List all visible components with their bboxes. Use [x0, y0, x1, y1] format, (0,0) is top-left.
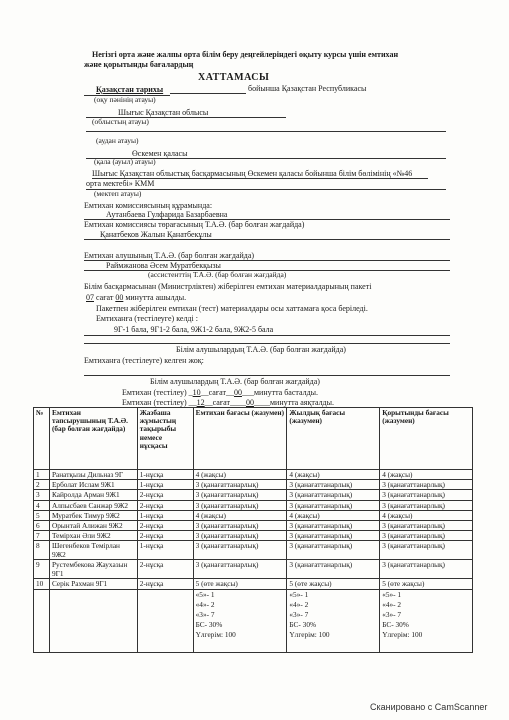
absent-caption: Білім алушылардың Т.А.Ә. (бар болған жағдайда): [176, 345, 346, 354]
table-header-row: [34, 408, 473, 470]
commission-chair: Қанатбеков Жалын Қанатбекұлы: [100, 230, 212, 239]
annual-stat: «4»- 2: [289, 599, 309, 609]
region-value: Шығыс Қазақстан облысы: [118, 108, 209, 117]
row-number: 2: [34, 480, 50, 490]
student-name: Орынтай Алижан 9Ж2: [49, 520, 137, 530]
package-line-1: Білім басқармасынан (Министрліктен) жіберілген емтихан материалдарының пакеті: [84, 282, 372, 291]
row-number: 10: [34, 579, 50, 589]
exam-grade: 3 (қанағаттанарлық): [193, 480, 287, 490]
grades-table: [33, 407, 473, 653]
header-line-1: Негізгі орта және жалпы орта білім беру деңгейлеріндегі оқыту курсы үшін емтихан: [92, 50, 399, 59]
table-row: [34, 520, 473, 530]
exam-stat: Үлгерім: 100: [195, 629, 236, 639]
row-number: 9: [34, 560, 50, 579]
commission-member: Аутанбаева Гулфарида Базарбаевна: [106, 210, 228, 219]
row-number: 3: [34, 490, 50, 500]
exam-grade: 3 (қанағаттанарлық): [193, 541, 287, 560]
package-hour: 07: [86, 293, 94, 302]
final-grade: 3 (қанағаттанарлық): [380, 560, 473, 579]
absent-label: Емтиханға (тестілеуге) келген жоқ:: [84, 356, 204, 365]
annual-stat: Үлгерім: 100: [289, 629, 330, 639]
variant: 1-нұсқа: [137, 470, 193, 480]
assistant-caption: (ассистенттің Т.А.Ә. (бар болған жағдайда): [148, 270, 287, 279]
final-stat: БС- 30%: [382, 619, 409, 629]
annual-grade: 3 (қанағаттанарлық): [287, 541, 380, 560]
student-name: Серік Рахман 9Г1: [49, 579, 137, 589]
header-variant: Жазбаша жұмыстың тақырыбы немесе нұсқасы: [137, 408, 193, 470]
student-name: Темірхан Әли 9Ж2: [49, 531, 137, 541]
start-time: Емтихан (тестілеу) _10__сағат__00___минутта басталды.: [122, 388, 319, 397]
end-hour-label: сағат: [212, 398, 230, 407]
final-grade: 3 (қанағаттанарлық): [380, 531, 473, 541]
annual-stat: БС- 30%: [289, 619, 317, 629]
variant: 2-нұсқа: [137, 560, 193, 579]
district-line: [86, 131, 446, 132]
end-suffix: минутта аяқталды.: [269, 398, 335, 407]
table-row: [34, 560, 473, 579]
header-number: №: [34, 408, 50, 470]
examiner-name: Раймжанова Әсем Муратбекқызы: [106, 261, 221, 270]
annual-stat: «3»- 7: [289, 609, 309, 619]
final-grade: 4 (жақсы): [380, 510, 473, 520]
final-stat: «3»- 7: [382, 609, 402, 619]
row-number: 4: [34, 500, 50, 510]
annual-grade: 4 (жақсы): [287, 510, 380, 520]
student-name: Кайролда Арман 9Ж1: [49, 490, 137, 500]
exam-grade: 4 (жақсы): [193, 470, 287, 480]
annual-grade: 3 (қанағаттанарлық): [287, 500, 380, 510]
annual-stat: «5»- 1: [289, 589, 309, 599]
exam-stat: «3»- 7: [195, 609, 215, 619]
student-name: Алпысбаев Санжар 9Ж2: [49, 500, 137, 510]
end-hour: 12: [196, 398, 205, 407]
annual-grade: 3 (қанағаттанарлық): [287, 531, 380, 541]
final-grade: 4 (жақсы): [380, 470, 473, 480]
absent-caption-2: Білім алушылардың Т.А.Ә. (бар болған жағдайда): [150, 377, 320, 386]
header-final-grade: Қорытынды бағасы (жазумен): [380, 408, 473, 470]
student-name: Ерболат Ислам 9Ж1: [49, 480, 137, 490]
start-hour-label: сағат: [208, 388, 226, 397]
start-hour: 10: [192, 388, 201, 397]
final-grade: 3 (қанағаттанарлық): [380, 520, 473, 530]
subject-value: Қазақстан тарихы: [96, 85, 164, 94]
subject-caption: (оқу пәнінің атауы): [94, 95, 156, 104]
table-row: [34, 531, 473, 541]
header-annual-grade: Жылдық бағасы (жазумен): [287, 408, 380, 470]
exam-stat: БС- 30%: [195, 619, 223, 629]
variant: 2-нұсқа: [137, 490, 193, 500]
school-line-1: Шығыс Қазақстан облыстық басқармасының Өскемен қаласы бойынша білім бөлімінің «№46: [92, 169, 413, 178]
header-line-2: және қорытынды бағалардың: [84, 60, 194, 69]
package-minute: 00: [115, 293, 124, 302]
final-stats: [380, 589, 473, 652]
table-row: [34, 510, 473, 520]
variant: 2-нұсқа: [137, 531, 193, 541]
city-value: Өскемен қаласы: [132, 149, 188, 158]
exam-grade: 3 (қанағаттанарлық): [193, 560, 287, 579]
exam-grade: 5 (өте жақсы): [193, 579, 287, 589]
final-stat: «4»- 2: [382, 599, 402, 609]
exam-grade: 3 (қанағаттанарлық): [193, 490, 287, 500]
subject-underline: [170, 93, 246, 94]
variant: 1-нұсқа: [137, 480, 193, 490]
exam-stats: [193, 589, 287, 652]
stats-row: [34, 589, 473, 652]
variant: 2-нұсқа: [137, 500, 193, 510]
commission-chair-label: Емтихан комиссиясы төрағасының Т.А.Ә. (бар болған жағдайда): [84, 220, 305, 229]
annual-grade: 3 (қанағаттанарлық): [287, 560, 380, 579]
attendance-line-2: [84, 343, 450, 344]
variant: 1-нұсқа: [137, 541, 193, 560]
end-prefix: Емтихан (тестілеу): [122, 398, 187, 407]
region-caption: (облыстың атауы): [92, 117, 149, 126]
header-exam-grade: Емтихан бағасы (жазумен): [193, 408, 287, 470]
table-row: [34, 500, 473, 510]
commission-label: Емтихан комиссиясының құрамында:: [84, 201, 213, 210]
table-row: [34, 470, 473, 480]
exam-stat: «5»- 1: [195, 589, 215, 599]
page-title: ХАТТАМАСЫ: [198, 72, 270, 83]
package-time: [86, 293, 186, 302]
header-student: Емтихан тапсырушының Т.А.Ә. (бар болған жағдайда): [49, 408, 137, 470]
start-suffix: минутта басталды.: [253, 388, 319, 397]
start-minute: 00: [233, 388, 242, 397]
stats-empty-3: [137, 589, 193, 652]
package-note-line-1: Пакетпен жіберілген емтихан (тест) материалдары осы хаттамаға қоса беріледі.: [96, 304, 368, 313]
package-note-line-2: Емтиханға (тестілеуге) келді :: [96, 314, 198, 323]
exam-grade: 3 (қанағаттанарлық): [193, 531, 287, 541]
annual-stats: [287, 589, 380, 652]
table-row: [34, 490, 473, 500]
attendance: 9Г-1 бала, 9Г1-2 бала, 9Ж1-2 бала, 9Ж2-5 бала: [114, 325, 274, 334]
attendance-line: [84, 335, 450, 336]
final-grade: 3 (қанағаттанарлық): [380, 490, 473, 500]
annual-grade: 4 (жақсы): [287, 470, 380, 480]
variant: 2-нұсқа: [137, 520, 193, 530]
student-name: Муратбек Тимур 9Ж2: [49, 510, 137, 520]
start-prefix: Емтихан (тестілеу): [122, 388, 187, 397]
row-number: 8: [34, 541, 50, 560]
subject-suffix: бойынша Қазақстан Республикасы: [248, 84, 367, 93]
end-time: Емтихан (тестілеу) __12__сағат____00____минутта аяқталды.: [122, 398, 335, 407]
row-number: 7: [34, 531, 50, 541]
package-hour-label: сағат: [96, 293, 114, 302]
student-name: Ранатқызы Дильназ 9Г: [49, 470, 137, 480]
absent-line: [84, 375, 450, 376]
table-row: [34, 579, 473, 589]
final-grade: 3 (қанағаттанарлық): [380, 500, 473, 510]
end-minute: 00: [245, 398, 254, 407]
exam-stat: «4»- 2: [195, 599, 215, 609]
exam-grade: 3 (қанағаттанарлық): [193, 500, 287, 510]
final-grade: 3 (қанағаттанарлық): [380, 541, 473, 560]
exam-grade: 4 (жақсы): [193, 510, 287, 520]
table-row: [34, 480, 473, 490]
annual-grade: 3 (қанағаттанарлық): [287, 520, 380, 530]
examiner-label: Емтихан алушының Т.А.Ә. (бар болған жағдайда): [84, 251, 255, 260]
row-number: 5: [34, 510, 50, 520]
exam-grade: 3 (қанағаттанарлық): [193, 520, 287, 530]
stats-empty-2: [49, 589, 137, 652]
commission-chair-line: [84, 239, 450, 240]
student-name: Рустембекова Жаухазын 9Г1: [49, 560, 137, 579]
scanner-watermark: Сканировано с CamScanner: [370, 702, 488, 712]
row-number: 1: [34, 470, 50, 480]
variant: 2-нұсқа: [137, 579, 193, 589]
student-name: Шегенбеков Темірлан 9Ж2: [49, 541, 137, 560]
school-line-2: орта мектебі» КММ: [86, 179, 155, 188]
final-stat: Үлгерім: 100: [382, 629, 423, 639]
package-minute-label: минутта ашылды.: [125, 293, 187, 302]
annual-grade: 5 (өте жақсы): [287, 579, 380, 589]
district-caption: (аудан атауы): [96, 136, 139, 145]
final-stat: «5»- 1: [382, 589, 402, 599]
table-row: [34, 541, 473, 560]
final-grade: 5 (өте жақсы): [380, 579, 473, 589]
final-grade: 3 (қанағаттанарлық): [380, 480, 473, 490]
row-number: 6: [34, 520, 50, 530]
stats-empty-1: [34, 589, 50, 652]
annual-grade: 3 (қанағаттанарлық): [287, 490, 380, 500]
annual-grade: 3 (қанағаттанарлық): [287, 480, 380, 490]
school-caption: (мектеп атауы): [94, 189, 142, 198]
city-caption: (қала (ауыл) атауы): [94, 157, 156, 166]
variant: 1-нұсқа: [137, 510, 193, 520]
